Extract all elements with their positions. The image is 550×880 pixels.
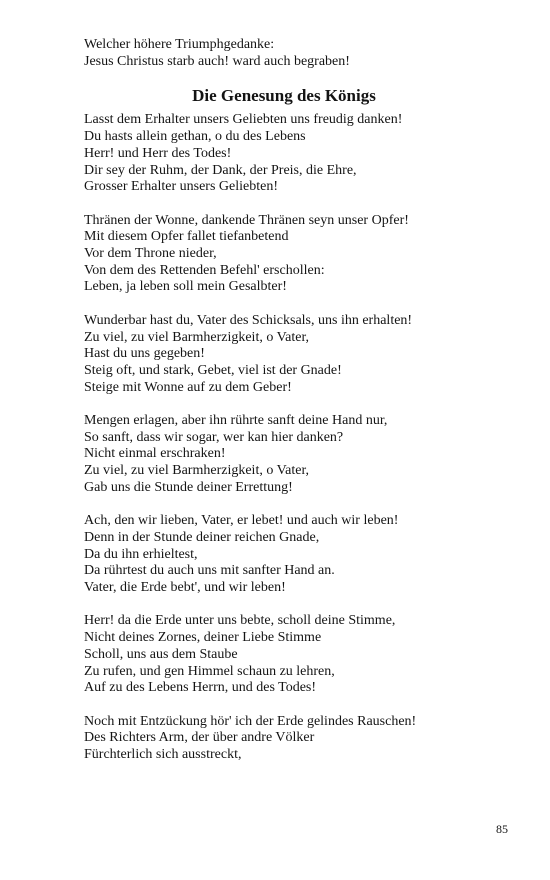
text-line: Mengen erlagen, aber ihn rührte sanft deine Hand nur,	[84, 413, 388, 429]
text-line: Herr! und Herr des Todes!	[84, 145, 232, 161]
text-line: Fürchterlich sich ausstreckt,	[84, 747, 242, 763]
intro-stanza	[84, 37, 484, 70]
text-line: Zu viel, zu viel Barmherzigkeit, o Vater,	[84, 329, 310, 345]
text-line: Vater, die Erde bebt', und wir leben!	[84, 580, 286, 596]
text-line: Grosser Erhalter unsers Geliebten!	[84, 179, 278, 195]
text-line: Nicht deines Zornes, deiner Liebe Stimme	[84, 630, 322, 646]
text-line: So sanft, dass wir sogar, wer kan hier danken?	[84, 429, 344, 445]
text-line: Hast du uns gegeben!	[84, 346, 205, 362]
page-body	[84, 37, 484, 764]
page-number: 85	[496, 822, 508, 836]
stanza-4	[84, 413, 484, 497]
text-line: Nicht einmal erschraken!	[84, 446, 226, 462]
text-line: Steige mit Wonne auf zu dem Geber!	[84, 379, 292, 395]
text-line: Gab uns die Stunde deiner Errettung!	[84, 479, 293, 495]
text-line: Noch mit Entzückung hör' ich der Erde gelindes Rauschen!	[84, 713, 417, 729]
text-line: Herr! da die Erde unter uns bebte, scholl deine Stimme,	[84, 613, 396, 629]
text-line: Da du ihn erhieltest,	[84, 546, 198, 562]
stanza-5	[84, 513, 484, 597]
text-line: Ach, den wir lieben, Vater, er lebet! und auch wir leben!	[84, 513, 399, 529]
text-line: Steig oft, und stark, Gebet, viel ist der Gnade!	[84, 362, 342, 378]
stanza-1	[84, 112, 484, 196]
text-line: Lasst dem Erhalter unsers Geliebten uns freudig danken!	[84, 112, 403, 128]
stanza-7	[84, 714, 484, 764]
text-line: Zu viel, zu viel Barmherzigkeit, o Vater,	[84, 463, 310, 479]
text-line: Auf zu des Lebens Herrn, und des Todes!	[84, 680, 317, 696]
text-line: Des Richters Arm, der über andre Völker	[84, 730, 315, 746]
stanza-3	[84, 313, 484, 397]
text-line: Du hasts allein gethan, o du des Lebens	[84, 129, 306, 145]
text-line: Dir sey der Ruhm, der Dank, der Preis, die Ehre,	[84, 162, 357, 178]
text-line: Denn in der Stunde deiner reichen Gnade,	[84, 529, 320, 545]
text-line: Mit diesem Opfer fallet tiefanbetend	[84, 229, 289, 245]
text-line: Da rührtest du auch uns mit sanfter Hand an.	[84, 563, 335, 579]
text-line: Von dem des Rettenden Befehl' erschollen:	[84, 262, 325, 278]
text-line: Scholl, uns aus dem Staube	[84, 646, 238, 662]
poem-title: Die Genesung des Königs	[192, 86, 376, 106]
text-line: Zu rufen, und gen Himmel schaun zu lehren,	[84, 663, 335, 679]
text-line: Leben, ja leben soll mein Gesalbter!	[84, 279, 287, 295]
stanza-2	[84, 213, 484, 297]
text-line: Thränen der Wonne, dankende Thränen seyn unser Opfer!	[84, 212, 409, 228]
text-line: Wunderbar hast du, Vater des Schicksals, uns ihn erhalten!	[84, 312, 413, 328]
text-line: Jesus Christus starb auch! ward auch begraben!	[84, 53, 350, 69]
stanza-6	[84, 613, 484, 697]
text-line: Vor dem Throne nieder,	[84, 246, 217, 262]
text-line: Welcher höhere Triumphgedanke:	[84, 37, 275, 52]
